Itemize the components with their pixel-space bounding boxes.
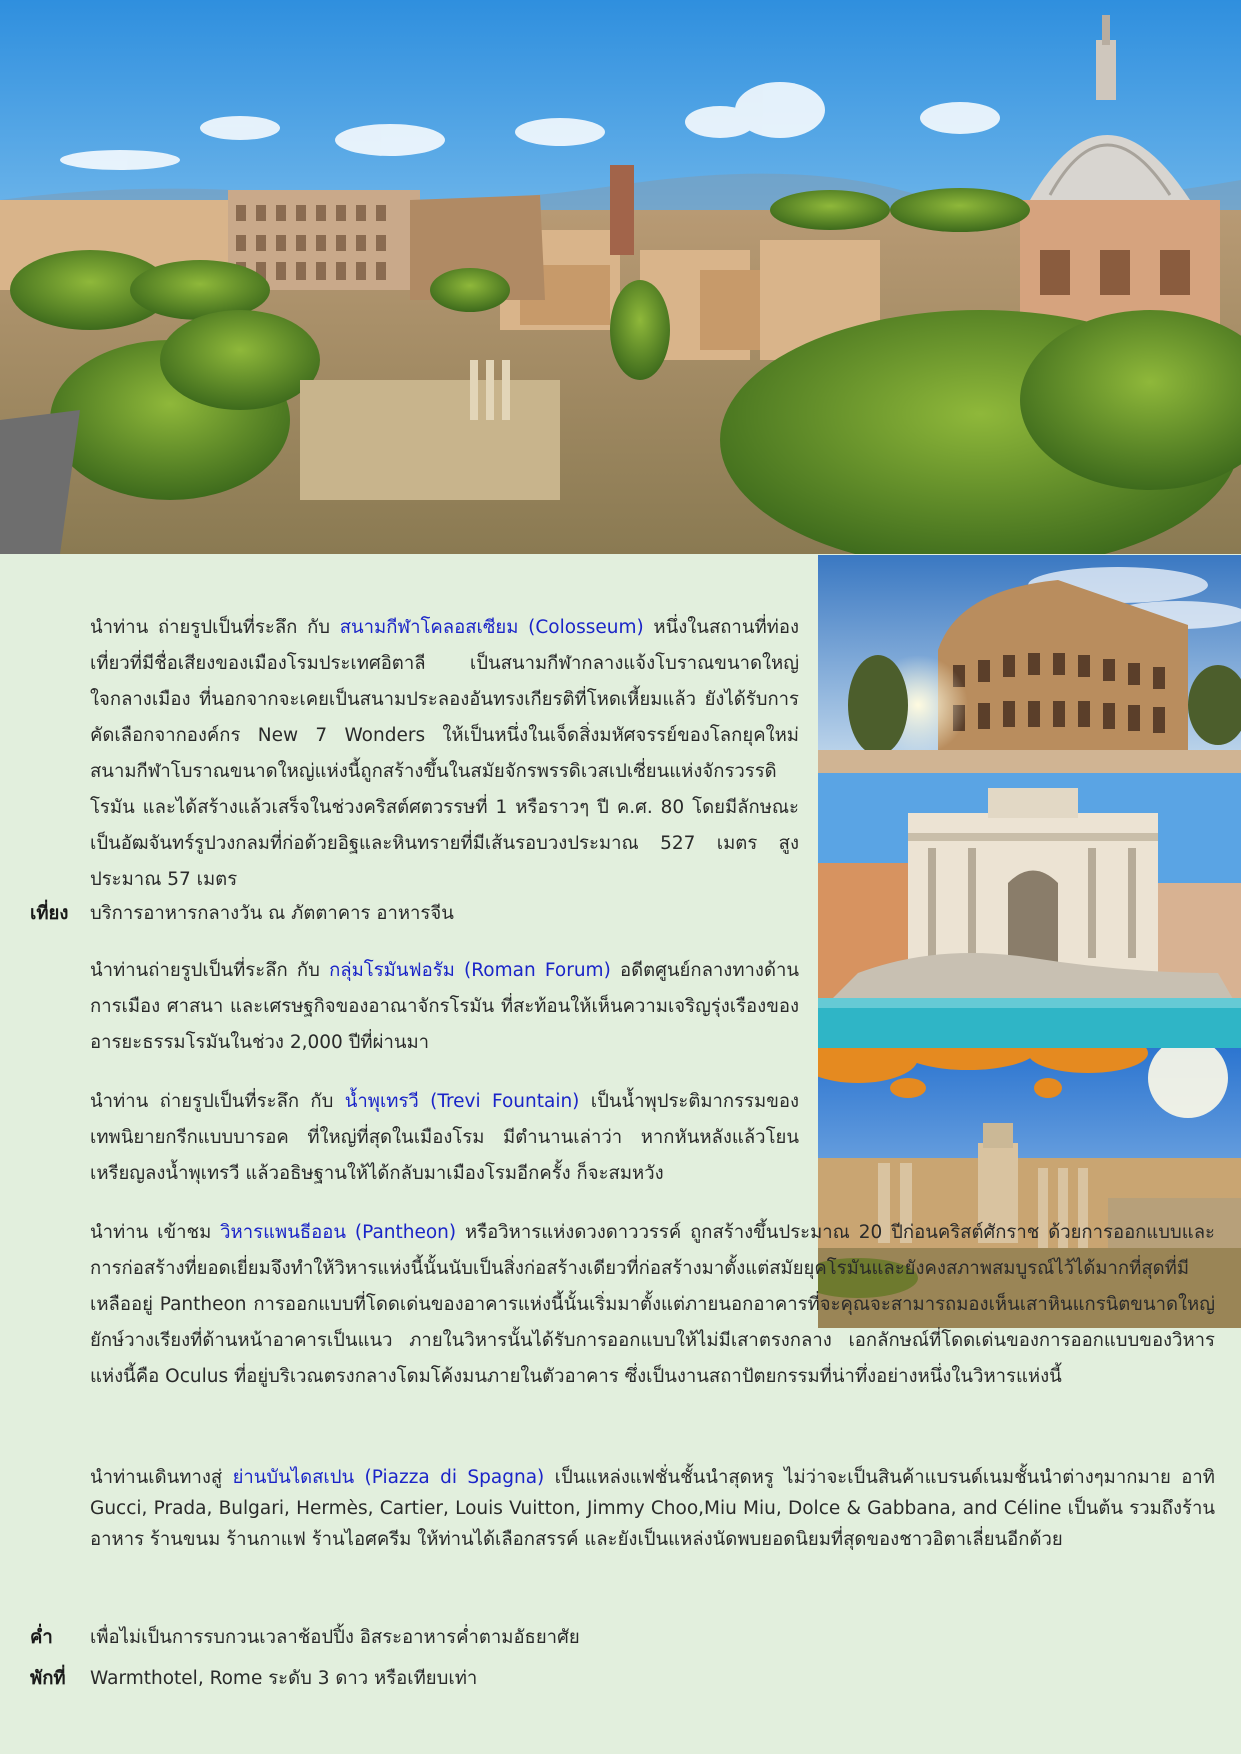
trevi-intro: นำท่าน ถ่ายรูปเป็นที่ระลึก กับ [90,1091,345,1112]
hotel-label: พักที่ [30,1668,66,1689]
dinner-row [30,1620,580,1656]
roman-forum-paragraph [90,953,799,1061]
dinner-label: ค่ำ [30,1627,53,1648]
forum-intro: นำท่านถ่ายรูปเป็นที่ระลึก กับ [90,960,330,981]
colosseum-intro: นำท่าน ถ่ายรูปเป็นที่ระลึก กับ [90,617,340,638]
trevi-description: เป็นน้ำพุประติมากรรมของเทพนิยายกรีกแบบบารอค ที่ใหญ่ที่สุดในเมืองโรม มีตำนานเล่าว่า หากหันหลังแล้วโยนเหรียญลงน้ำพุเทรวี แล้วอธิษฐานให้ได้กลับมาเมืองโรมอีกครั้ง ก็จะสมหวัง [90,1091,799,1184]
colosseum-paragraph [90,610,799,898]
trevi-fountain-photo [818,773,1241,1048]
spagna-intro: นำท่านเดินทางสู่ [90,1467,233,1488]
pantheon-description: หรือวิหารแห่งดวงดาววรรค์ ถูกสร้างขึ้นประมาณ 20 ปีก่อนคริสต์ศักราช ด้วยการออกแบบและการก่อสร้างที่ยอดเยี่ยมจึงทำให้วิหารแห่งนี้นั้นนับเป็นสิ่งก่อสร้างเดียวที่ก่อสร้างมาตั้งแต่สมัยยุคโรมันและยังคงสภาพสมบูรณ์ไว้ได้มากที่สุดที่มีเหลืออยู่ Pantheon การออกแบบที่โดดเด่นของอาคารแห่งนี้นั้นเริ่มมาตั้งแต่ภายนอกอาคารที่จะคุณจะสามารถมองเห็นเสาหินแกรนิตขนาดใหญ่ยักษ์วางเรียงที่ด้านหน้าอาคารเป็นแนว ภายในวิหารนั้นได้รับการออกแบบให้ไม่มีเสาตรงกลาง เอกลักษณ์ที่โดดเด่นของการออกแบบของวิหารแห่งนี้คือ Oculus ที่อยู่บริเวณตรงกลางโดมโค้งมนภายในตัวอาคาร ซึ่งเป็นงานสถาปัตยกรรมที่น่าทึ่งอย่างหนึ่งในวิหารแห่งนี้ [90,1222,1215,1387]
colosseum-description: หนึ่งในสถานที่ท่องเที่ยวที่มีชื่อเสียงของเมืองโรมประเทศอิตาลี เป็นสนามกีฬากลางแจ้งโบราณขนาดใหญ่ ใจกลางเมือง ที่นอกจากจะเคยเป็นสนามประลองอันทรงเกียรติที่โหดเหี้ยมแล้ว ยังได้รับการคัดเลือกจากองค์กร New 7 Wonders ให้เป็นหนึ่งในเจ็ดสิ่งมหัศจรรย์ของโลกยุคใหม่ สนามกีฬาโบราณขนาดใหญ่แห่งนี้ถูกสร้างขึ้นในสมัยจักรพรรดิเวสเปเซี่ยนแห่งจักรวรรดิโรมัน และได้สร้างแล้วเสร็จในช่วงคริสต์ศตวรรษที่ 1 หรือราวๆ ปี ค.ศ. 80 โดยมีลักษณะเป็นอัฒจันทร์รูปวงกลมที่ก่อด้วยอิฐและหินทรายที่มีเส้นรอบวงประมาณ 527 เมตร สูงประมาณ 57 เมตร [90,617,799,890]
pantheon-link[interactable]: วิหารแพนธีออน (Pantheon) [220,1222,457,1243]
hotel-row [30,1661,477,1697]
hero-rome-panorama [0,0,1241,554]
roman-forum-link[interactable]: กลุ่มโรมันฟอรัม (Roman Forum) [329,960,611,981]
hotel-text: Warmthotel, Rome ระดับ 3 ดาว หรือเทียบเท่า [90,1668,478,1689]
spagna-description: เป็นแหล่งแฟชั่นชั้นนำสุดหรู ไม่ว่าจะเป็นสินค้าแบรนด์เนมชั้นนำต่างๆมากมาย อาทิ Gucci, Prada, Bulgari, Hermès, Cartier, Louis Vuitton, Jimmy Choo,Miu Miu, Dolce & Gabbana, and Céline เป็นต้น รวมถึงร้านอาหาร ร้านขนม ร้านกาแฟ ร้านไอศครีม ให้ท่านได้เลือกสรรค์ และยังเป็นแหล่งนัดพบยอดนิยมที่สุดของชาวอิตาเลี่ยนอีกด้วย [90,1467,1215,1550]
pantheon-paragraph [90,1215,1215,1395]
colosseum-link[interactable]: สนามกีฬาโคลอสเซียม (Colosseum) [339,617,644,638]
forum-description: อดีตศูนย์กลางทางด้านการเมือง ศาสนา และเศรษฐกิจของอาณาจักรโรมัน ที่สะท้อนให้เห็นความเจริญรุ่งเรืองของอารยะธรรมโรมันในช่วง 2,000 ปีที่ผ่านมา [90,960,800,1053]
lunch-row [30,896,454,932]
lunch-text: บริการอาหารกลางวัน ณ ภัตตาคาร อาหารจีน [90,903,454,924]
trevi-fountain-link[interactable]: น้ำพุเทรวี (Trevi Fountain) [344,1091,580,1112]
trevi-paragraph [90,1084,799,1192]
colosseum-photo [818,555,1241,773]
piazza-di-spagna-paragraph [90,1462,1215,1555]
dinner-text: เพื่อไม่เป็นการรบกวนเวลาช้อปปิ้ง อิสระอาหารค่ำตามอัธยาศัย [90,1627,580,1648]
lunch-label: เที่ยง [30,903,69,924]
colosseum-illustration [818,555,1241,773]
trevi-illustration [818,773,1241,1048]
hero-illustration [0,0,1241,554]
pantheon-intro: นำท่าน เข้าชม [90,1222,221,1243]
piazza-di-spagna-link[interactable]: ย่านบันไดสเปน (Piazza di Spagna) [232,1467,545,1488]
